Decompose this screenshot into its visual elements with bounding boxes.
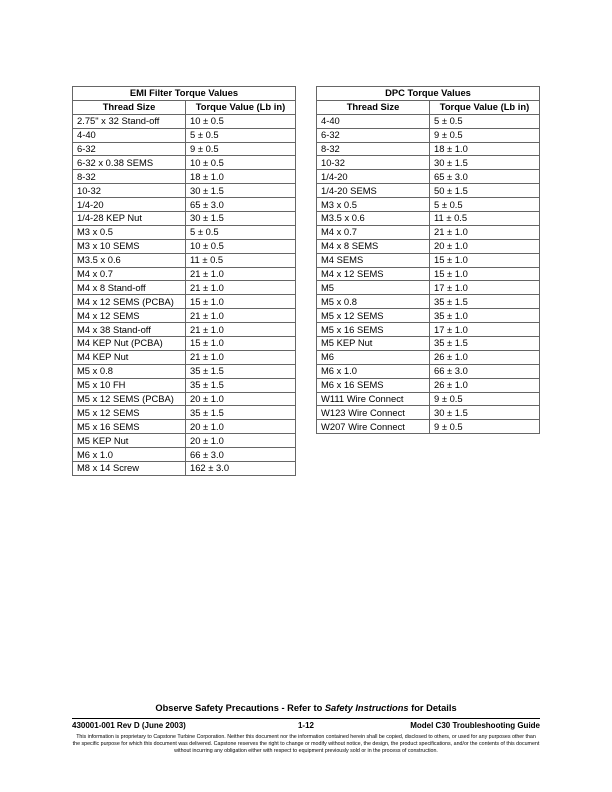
table-row: [73, 198, 296, 212]
table-row: [73, 364, 296, 378]
torque-value-cell: 9 ± 0.5: [186, 142, 296, 156]
thread-size-cell: 8-32: [317, 142, 430, 156]
torque-value-cell: 50 ± 1.5: [430, 184, 540, 198]
thread-size-cell: M4 SEMS: [317, 253, 430, 267]
table-title: DPC Torque Values: [317, 87, 540, 101]
table-row: [73, 114, 296, 128]
thread-size-cell: M5 x 12 SEMS: [73, 406, 186, 420]
table-body: [73, 114, 296, 475]
thread-size-cell: 1/4-20 SEMS: [317, 184, 430, 198]
torque-value-cell: 9 ± 0.5: [430, 392, 540, 406]
table-row: [73, 225, 296, 239]
torque-value-cell: 10 ± 0.5: [186, 156, 296, 170]
table-row: [73, 142, 296, 156]
torque-value-cell: 11 ± 0.5: [430, 212, 540, 226]
table-row: [317, 225, 540, 239]
thread-size-cell: M4 x 0.7: [317, 225, 430, 239]
torque-value-cell: 30 ± 1.5: [430, 156, 540, 170]
table-row: [73, 281, 296, 295]
torque-value-cell: 35 ± 1.5: [186, 406, 296, 420]
table-row: [73, 309, 296, 323]
table-title: EMI Filter Torque Values: [73, 87, 296, 101]
table-row: [73, 434, 296, 448]
table-row: [73, 267, 296, 281]
torque-value-cell: 9 ± 0.5: [430, 420, 540, 434]
torque-value-cell: 30 ± 1.5: [186, 184, 296, 198]
thread-size-cell: M4 x 12 SEMS: [317, 267, 430, 281]
torque-value-cell: 10 ± 0.5: [186, 239, 296, 253]
thread-size-cell: M4 KEP Nut: [73, 350, 186, 364]
thread-size-cell: M5 x 12 SEMS (PCBA): [73, 392, 186, 406]
torque-value-cell: 17 ± 1.0: [430, 323, 540, 337]
torque-value-cell: 21 ± 1.0: [430, 225, 540, 239]
thread-size-cell: 6-32: [73, 142, 186, 156]
emi-filter-torque-table: [72, 86, 296, 476]
table-row: [317, 420, 540, 434]
torque-value-cell: 18 ± 1.0: [186, 170, 296, 184]
torque-value-cell: 26 ± 1.0: [430, 350, 540, 364]
torque-value-cell: 15 ± 1.0: [186, 337, 296, 351]
thread-size-cell: 4-40: [317, 114, 430, 128]
torque-value-cell: 66 ± 3.0: [430, 364, 540, 378]
thread-size-cell: 6-32: [317, 128, 430, 142]
thread-size-cell: M5 x 0.8: [73, 364, 186, 378]
table-row: [73, 406, 296, 420]
table-row: [317, 156, 540, 170]
thread-size-cell: M3.5 x 0.6: [73, 253, 186, 267]
table-body: [317, 114, 540, 433]
thread-size-cell: M8 x 14 Screw: [73, 462, 186, 476]
thread-size-cell: 4-40: [73, 128, 186, 142]
torque-value-cell: 10 ± 0.5: [186, 114, 296, 128]
table-row: [317, 170, 540, 184]
table-row: [317, 323, 540, 337]
thread-size-cell: M5 KEP Nut: [73, 434, 186, 448]
table-row: [317, 253, 540, 267]
thread-size-cell: W111 Wire Connect: [317, 392, 430, 406]
torque-value-cell: 5 ± 0.5: [430, 114, 540, 128]
thread-size-cell: M4 x 12 SEMS: [73, 309, 186, 323]
safety-instructions-reference: Safety Instructions: [324, 703, 409, 713]
table-row: [73, 295, 296, 309]
torque-value-cell: 65 ± 3.0: [430, 170, 540, 184]
table-row: [73, 323, 296, 337]
thread-size-cell: M5 x 16 SEMS: [73, 420, 186, 434]
thread-size-cell: M5 x 12 SEMS: [317, 309, 430, 323]
table-row: [317, 198, 540, 212]
torque-value-cell: 35 ± 1.5: [186, 364, 296, 378]
safety-warning: [72, 703, 540, 713]
thread-size-cell: M3.5 x 0.6: [317, 212, 430, 226]
torque-value-cell: 21 ± 1.0: [186, 323, 296, 337]
thread-size-cell: 8-32: [73, 170, 186, 184]
proprietary-disclaimer: This information is proprietary to Capstone Turbine Corporation. Neither this document nor the information contained herein shall be copied, disclosed to others, or used for any purposes other than the specific purpose for which this document was delivered. Capstone reserves the right to change or modify without notice, the design, the product specifications, and/or the contents of this document without incurring any obligation either with respect to equipment previously sold or in the process of construction.: [72, 734, 540, 754]
safety-warning-suffix: for Details: [408, 703, 457, 713]
table-row: [317, 114, 540, 128]
table-row: [317, 378, 540, 392]
table-row: [317, 337, 540, 351]
thread-size-cell: M5 x 10 FH: [73, 378, 186, 392]
table-row: [73, 184, 296, 198]
torque-value-cell: 30 ± 1.5: [430, 406, 540, 420]
dpc-torque-table: [316, 86, 540, 434]
torque-value-cell: 20 ± 1.0: [186, 420, 296, 434]
torque-value-cell: 21 ± 1.0: [186, 267, 296, 281]
thread-size-cell: M5 x 0.8: [317, 295, 430, 309]
table-row: [317, 281, 540, 295]
table-row: [317, 267, 540, 281]
thread-size-cell: W123 Wire Connect: [317, 406, 430, 420]
thread-size-cell: M6: [317, 350, 430, 364]
thread-size-cell: M4 x 8 SEMS: [317, 239, 430, 253]
torque-value-cell: 9 ± 0.5: [430, 128, 540, 142]
thread-size-cell: M4 x 8 Stand-off: [73, 281, 186, 295]
table-row: [73, 448, 296, 462]
column-header-torque-value: Torque Value (Lb in): [186, 100, 296, 114]
table-row: [317, 142, 540, 156]
column-header-thread-size: Thread Size: [73, 100, 186, 114]
thread-size-cell: M4 x 12 SEMS (PCBA): [73, 295, 186, 309]
torque-value-cell: 20 ± 1.0: [430, 239, 540, 253]
page-number: 1-12: [297, 721, 314, 730]
table-row: [317, 392, 540, 406]
column-header-torque-value: Torque Value (Lb in): [430, 100, 540, 114]
thread-size-cell: 6-32 x 0.38 SEMS: [73, 156, 186, 170]
torque-value-cell: 21 ± 1.0: [186, 309, 296, 323]
table-row: [317, 309, 540, 323]
thread-size-cell: M4 x 0.7: [73, 267, 186, 281]
table-row: [73, 156, 296, 170]
torque-value-cell: 15 ± 1.0: [430, 267, 540, 281]
torque-value-cell: 35 ± 1.0: [430, 309, 540, 323]
thread-size-cell: 1/4-28 KEP Nut: [73, 212, 186, 226]
torque-value-cell: 21 ± 1.0: [186, 281, 296, 295]
table-row: [317, 350, 540, 364]
torque-value-cell: 5 ± 0.5: [430, 198, 540, 212]
torque-value-cell: 15 ± 1.0: [430, 253, 540, 267]
torque-value-cell: 66 ± 3.0: [186, 448, 296, 462]
column-header-thread-size: Thread Size: [317, 100, 430, 114]
torque-value-cell: 35 ± 1.5: [430, 295, 540, 309]
table-row: [73, 128, 296, 142]
thread-size-cell: M5: [317, 281, 430, 295]
torque-value-cell: 26 ± 1.0: [430, 378, 540, 392]
table-row: [317, 406, 540, 420]
table-row: [317, 364, 540, 378]
thread-size-cell: 10-32: [317, 156, 430, 170]
table-row: [73, 462, 296, 476]
thread-size-cell: 1/4-20: [317, 170, 430, 184]
thread-size-cell: M5 x 16 SEMS: [317, 323, 430, 337]
table-row: [73, 392, 296, 406]
thread-size-cell: 2.75" x 32 Stand-off: [73, 114, 186, 128]
torque-value-cell: 65 ± 3.0: [186, 198, 296, 212]
torque-value-cell: 21 ± 1.0: [186, 350, 296, 364]
torque-value-cell: 30 ± 1.5: [186, 212, 296, 226]
thread-size-cell: 1/4-20: [73, 198, 186, 212]
guide-title: Model C30 Troubleshooting Guide: [410, 721, 540, 730]
table-row: [317, 295, 540, 309]
thread-size-cell: M6 x 1.0: [73, 448, 186, 462]
table-row: [317, 184, 540, 198]
thread-size-cell: M6 x 16 SEMS: [317, 378, 430, 392]
thread-size-cell: M6 x 1.0: [317, 364, 430, 378]
table-row: [73, 420, 296, 434]
torque-value-cell: 5 ± 0.5: [186, 128, 296, 142]
thread-size-cell: 10-32: [73, 184, 186, 198]
torque-value-cell: 162 ± 3.0: [186, 462, 296, 476]
footer-divider: [72, 718, 540, 719]
torque-value-cell: 20 ± 1.0: [186, 392, 296, 406]
torque-value-cell: 15 ± 1.0: [186, 295, 296, 309]
torque-value-cell: 20 ± 1.0: [186, 434, 296, 448]
torque-value-cell: 5 ± 0.5: [186, 225, 296, 239]
torque-value-cell: 18 ± 1.0: [430, 142, 540, 156]
document-number: 430001-001 Rev D (June 2003): [72, 721, 186, 730]
table-row: [73, 212, 296, 226]
table-row: [317, 128, 540, 142]
torque-value-cell: 17 ± 1.0: [430, 281, 540, 295]
table-row: [317, 212, 540, 226]
thread-size-cell: M3 x 0.5: [73, 225, 186, 239]
table-row: [73, 337, 296, 351]
thread-size-cell: M3 x 10 SEMS: [73, 239, 186, 253]
torque-value-cell: 35 ± 1.5: [430, 337, 540, 351]
table-row: [73, 170, 296, 184]
thread-size-cell: M3 x 0.5: [317, 198, 430, 212]
table-row: [73, 350, 296, 364]
torque-value-cell: 35 ± 1.5: [186, 378, 296, 392]
torque-value-cell: 11 ± 0.5: [186, 253, 296, 267]
thread-size-cell: W207 Wire Connect: [317, 420, 430, 434]
table-row: [317, 239, 540, 253]
table-row: [73, 239, 296, 253]
table-row: [73, 253, 296, 267]
thread-size-cell: M4 KEP Nut (PCBA): [73, 337, 186, 351]
table-row: [73, 378, 296, 392]
thread-size-cell: M4 x 38 Stand-off: [73, 323, 186, 337]
thread-size-cell: M5 KEP Nut: [317, 337, 430, 351]
safety-warning-prefix: Observe Safety Precautions - Refer to: [155, 703, 325, 713]
